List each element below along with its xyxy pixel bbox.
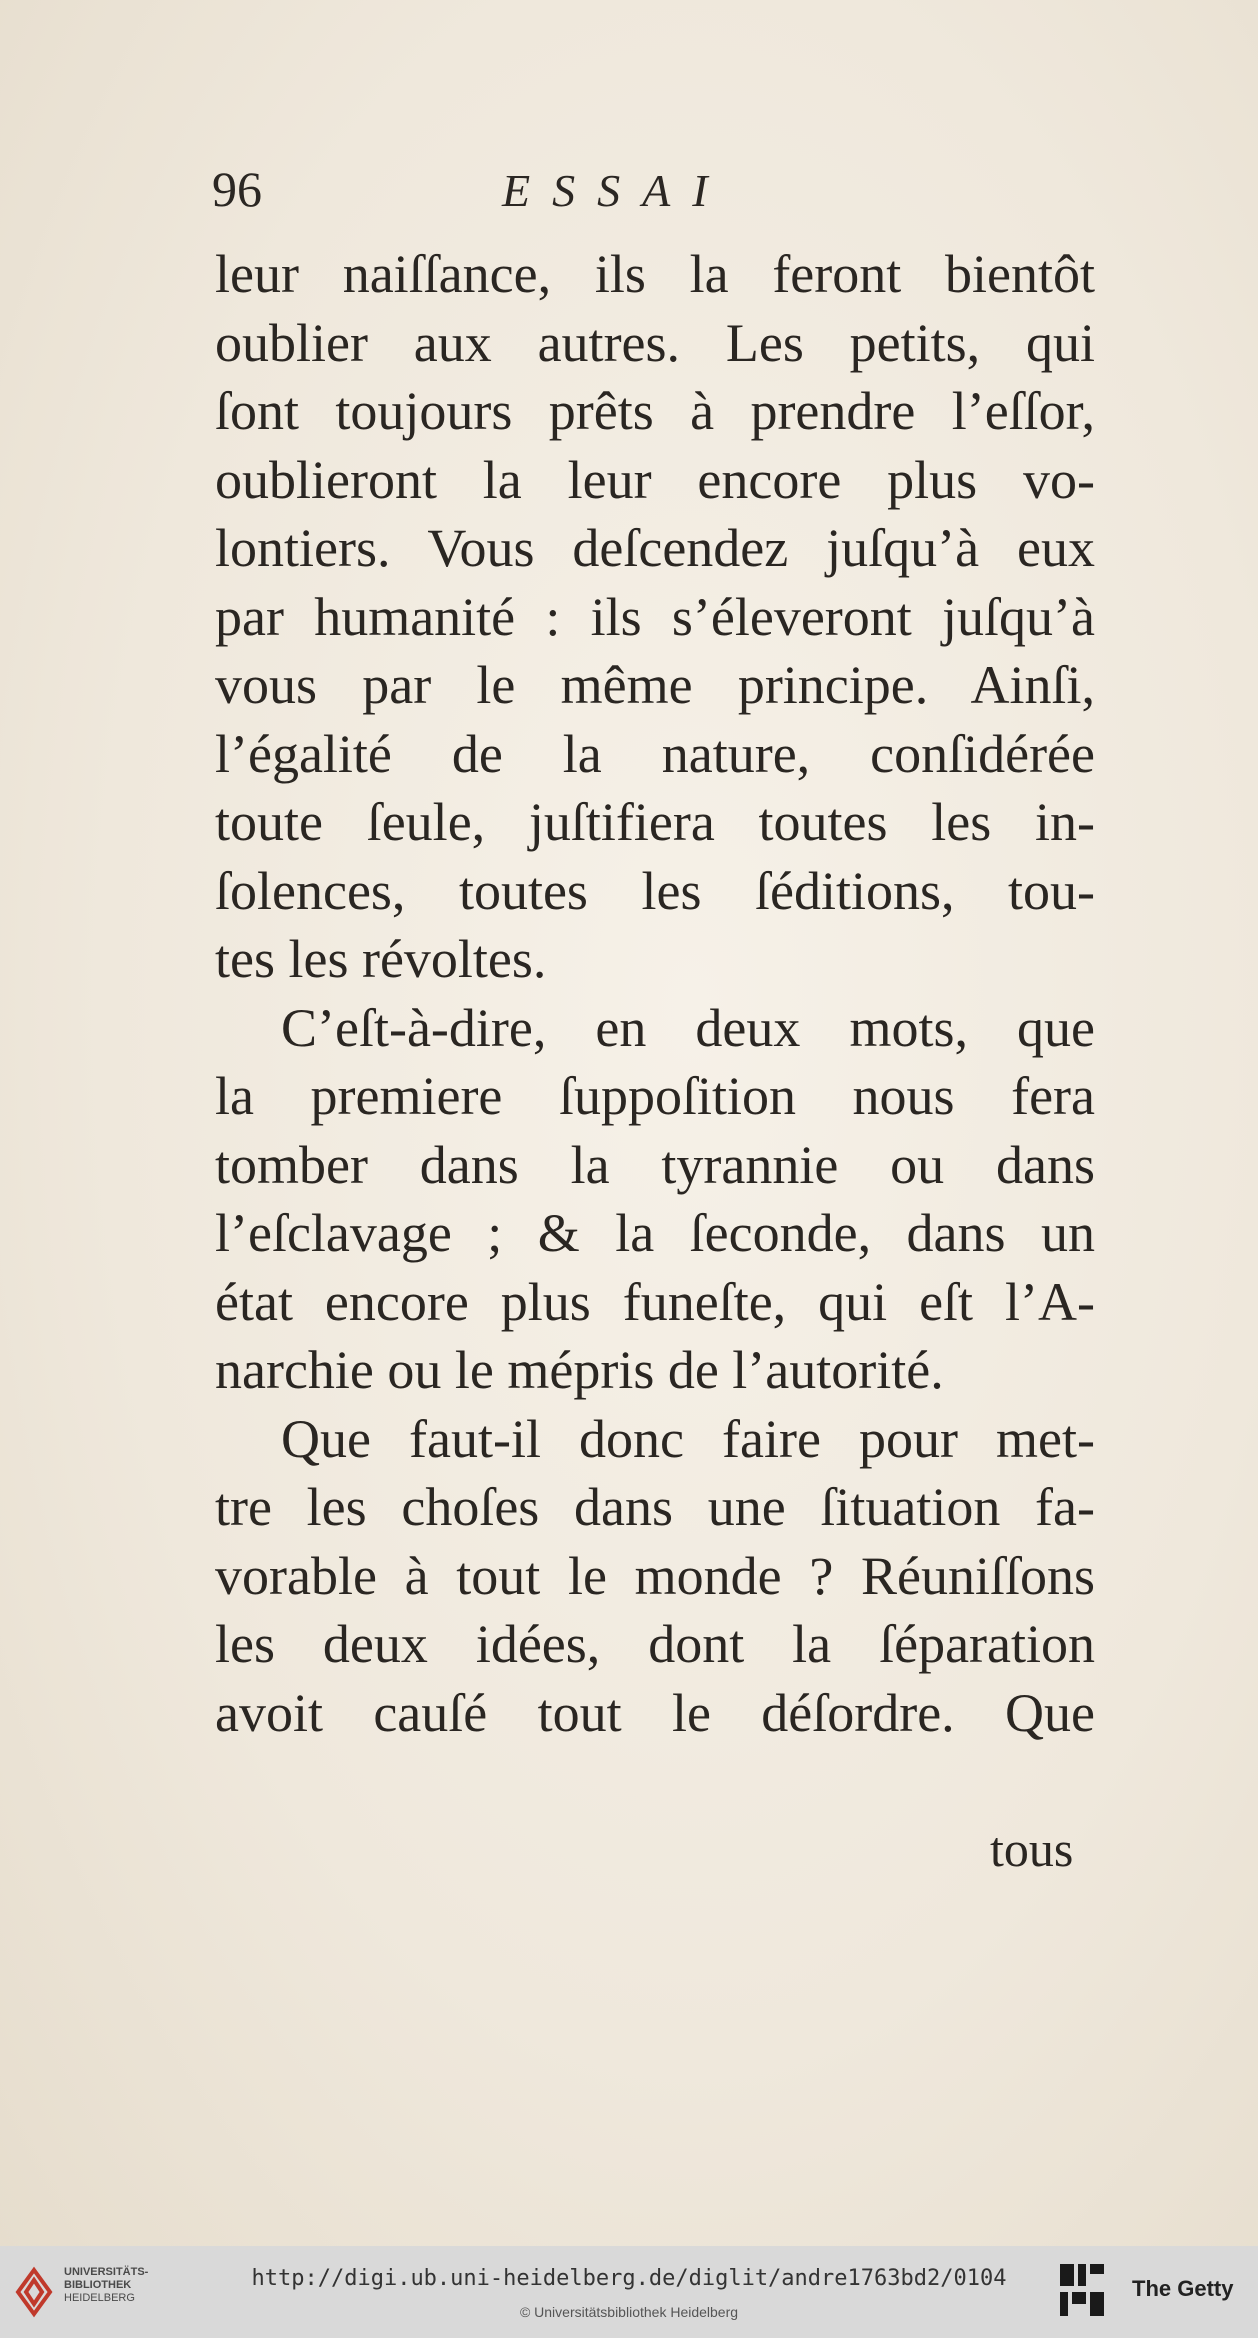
text-line: l’égalité de la nature, conſidérée [215, 723, 1095, 784]
text-line: par humanité : ils s’éleveront juſqu’à [215, 586, 1095, 647]
text-line: l’eſclavage ; & la ſeconde, dans un [215, 1203, 1095, 1263]
copyright-notice: © Universitätsbibliothek Heidelberg [519, 2304, 739, 2320]
text-line: oublier aux autres. Les petits, qui [215, 312, 1095, 373]
paragraph-start-line: Que faut-il donc faire pour met- [281, 1408, 1095, 1469]
text-line: vorable à tout le monde ? Réuniſſons [215, 1545, 1095, 1606]
text-line: ſont toujours prêts à prendre l’eſſor, [215, 381, 1095, 441]
text-line: avoit cauſé tout le déſordre. Que [215, 1682, 1095, 1743]
text-line: ſolences, toutes les ſéditions, tou- [215, 860, 1095, 921]
permalink-url[interactable]: http://digi.ub.uni-heidelberg.de/diglit/andre1763bd2/0104 [251, 2266, 1007, 2291]
page-header [212, 160, 1112, 230]
text-line: tes les révoltes. [215, 929, 547, 989]
text-line: état encore plus funeſte, qui eſt l’A- [215, 1271, 1095, 1332]
text-line: vous par le même principe. Ainſi, [215, 655, 1095, 715]
text-line: toute ſeule, juſtifiera toutes les in- [215, 792, 1095, 852]
library-name-line: HEIDELBERG [64, 2292, 135, 2304]
library-name-line: UNIVERSITÄTS- [64, 2266, 149, 2278]
catchword: tous [990, 1821, 1074, 1877]
getty-label[interactable]: The Getty [1132, 2276, 1234, 2301]
body-text [215, 240, 1095, 1747]
page-number: 96 [212, 161, 262, 217]
text-line: tomber dans la tyrannie ou dans [215, 1134, 1095, 1195]
getty-logo-icon[interactable] [1058, 2262, 1108, 2320]
text-line: oublieront la leur encore plus vo- [215, 449, 1095, 510]
text-line: tre les choſes dans une ſituation fa- [215, 1477, 1095, 1537]
paragraph-start-line: C’eſt-à-dire, en deux mots, que [281, 997, 1095, 1058]
library-name-line: BIBLIOTHEK [64, 2279, 132, 2291]
text-line: leur naiſſance, ils la feront bientôt [215, 244, 1095, 304]
running-head: ESSAI [502, 165, 730, 216]
text-line: narchie ou le mépris de l’autorité. [215, 1340, 944, 1400]
text-line: la premiere ſuppoſition nous fera [215, 1066, 1095, 1126]
text-line: lontiers. Vous deſcendez juſqu’à eux [215, 518, 1095, 578]
viewer-footer [0, 2246, 1258, 2338]
text-line: les deux idées, dont la ſéparation [215, 1614, 1095, 1674]
